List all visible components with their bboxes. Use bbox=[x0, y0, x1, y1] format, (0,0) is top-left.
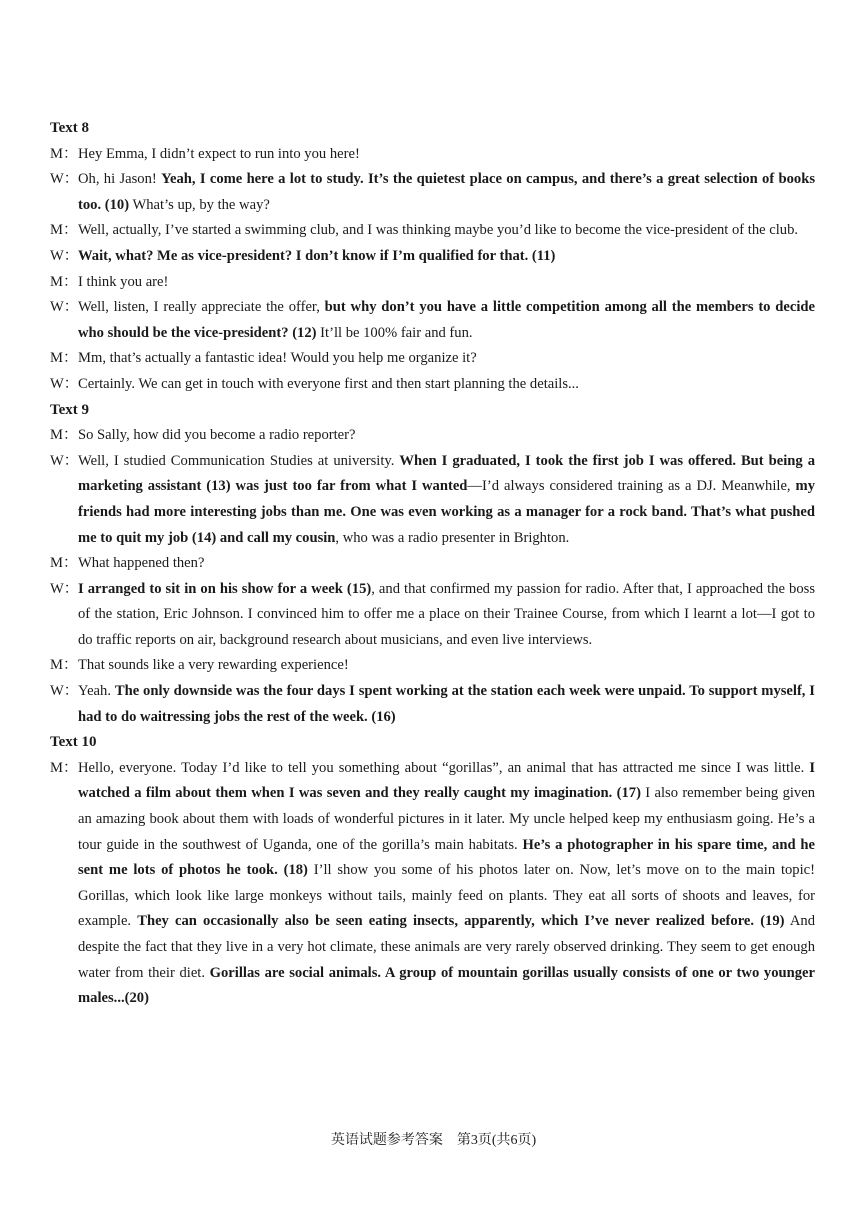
dialogue-text bbox=[78, 653, 815, 679]
plain-text: Hello, everyone. Today I’d like to tell you something about “gorillas”, an animal that has attracted me since I was little. bbox=[78, 759, 810, 776]
speaker-label: M： bbox=[50, 273, 78, 290]
answer-evidence-text: When I graduated, I took the first job I was offered. But being a marketing assistant (13) was just too far from what I wanted bbox=[78, 452, 815, 495]
speaker-label: M： bbox=[50, 657, 78, 674]
dialogue-text bbox=[78, 346, 815, 372]
dialogue-text bbox=[78, 295, 815, 346]
dialogue-text bbox=[78, 423, 815, 449]
plain-text: , and that confirmed my passion for radio. After that, I approached the boss of the station, Eric Johnson. I convinced him to offer me a place on their Trainee Course, from which I learnt a lot—I got to do traffic reports on air, background research about musicians, and even live interviews. bbox=[78, 580, 815, 648]
dialogue-text bbox=[78, 244, 815, 270]
dialogue-text bbox=[78, 577, 815, 654]
answer-evidence-text: I arranged to sit in on his show for a week (15) bbox=[78, 580, 372, 597]
answer-evidence-text: Yeah, I come here a lot to study. It’s the quietest place on campus, and there’s a great selection of books too. (10) bbox=[78, 171, 815, 213]
answer-evidence-text: They can occasionally also be seen eating insects, apparently, which I’ve never realized before. (19) bbox=[137, 913, 785, 930]
plain-text: So Sally, how did you become a radio reporter? bbox=[78, 427, 356, 444]
dialogue-line bbox=[50, 295, 815, 346]
dialogue-line bbox=[50, 244, 815, 270]
dialogue-text bbox=[78, 167, 815, 218]
transcript-sections bbox=[50, 116, 815, 1012]
speaker-label: W： bbox=[50, 299, 79, 316]
answer-evidence-text: but why don’t you have a little competition among all the members to decide who should be the vice-president? (12) bbox=[78, 299, 815, 341]
dialogue-text bbox=[78, 270, 815, 296]
plain-text: What happened then? bbox=[78, 555, 205, 572]
plain-text: —I’d always considered training as a DJ. Meanwhile, bbox=[467, 478, 796, 495]
plain-text: Yeah. bbox=[78, 683, 115, 700]
speaker-label: M： bbox=[50, 427, 78, 444]
speaker-label: M： bbox=[50, 555, 78, 572]
dialogue-line bbox=[50, 577, 815, 654]
dialogue-line bbox=[50, 218, 815, 244]
dialogue-text bbox=[78, 142, 815, 168]
speaker-label: M： bbox=[50, 145, 78, 162]
plain-text: Hey Emma, I didn’t expect to run into you here! bbox=[78, 145, 360, 162]
page-footer: 英语试题参考答案 第3页(共6页) bbox=[330, 1133, 537, 1148]
speaker-label: M： bbox=[50, 759, 78, 776]
dialogue-line bbox=[50, 372, 815, 398]
plain-text: Oh, hi Jason! bbox=[78, 171, 162, 188]
dialogue-line bbox=[50, 449, 815, 551]
plain-text: Certainly. We can get in touch with everyone first and then start planning the details... bbox=[78, 375, 579, 392]
plain-text: I’ll show you some of his photos later on. Now, let’s move on to the main topic! Gorillas, which look like large monkeys without tails, mainly feed on plants. They eat all sorts of shoots and leaves, for example. bbox=[78, 862, 815, 930]
plain-text: That sounds like a very rewarding experience! bbox=[78, 657, 349, 674]
plain-text: Well, I studied Communication Studies at university. bbox=[78, 452, 400, 469]
speaker-label: M： bbox=[50, 350, 78, 367]
dialogue-line bbox=[50, 551, 815, 577]
dialogue-line bbox=[50, 167, 815, 218]
answer-evidence-text: my friends had more interesting jobs than me. One was even working as a manager for a rock band. That’s what pushed me to quit my job (14) and call my cousin bbox=[78, 478, 815, 546]
answer-evidence-text: The only downside was the four days I spent working at the station each week were unpaid. To support myself, I had to do waitressing jobs the rest of the week. (16) bbox=[78, 683, 815, 725]
section-heading: Text 9 bbox=[50, 401, 90, 418]
dialogue-line bbox=[50, 142, 815, 168]
dialogue-line bbox=[50, 653, 815, 679]
plain-text: What’s up, by the way? bbox=[129, 196, 270, 213]
dialogue-text bbox=[78, 218, 815, 244]
plain-text: It’ll be 100% fair and fun. bbox=[316, 324, 473, 341]
dialogue-text bbox=[78, 449, 815, 551]
speaker-label: W： bbox=[50, 171, 79, 188]
plain-text: I also remember being given an amazing book about them with loads of wonderful pictures in it later. My uncle helped keep my enthusiasm going. He’s a tour guide in the southwest of Uganda, one of the gorilla’s main habitats. bbox=[78, 785, 815, 853]
section-heading: Text 10 bbox=[50, 734, 97, 751]
dialogue-text bbox=[78, 372, 815, 398]
dialogue-line bbox=[50, 679, 815, 730]
answer-evidence-text: He’s a photographer in his spare time, and he sent me lots of photos he took. (18) bbox=[78, 836, 815, 879]
dialogue-line bbox=[50, 270, 815, 296]
dialogue-text bbox=[78, 679, 815, 730]
answer-key-page bbox=[50, 116, 815, 1012]
dialogue-text bbox=[78, 756, 815, 1012]
plain-text: I think you are! bbox=[78, 273, 169, 290]
answer-evidence-text: Wait, what? Me as vice-president? I don’t know if I’m qualified for that. (11) bbox=[78, 247, 556, 264]
answer-evidence-text: I watched a film about them when I was seven and they really caught my imagination. (17) bbox=[78, 759, 815, 802]
speaker-label: W： bbox=[50, 375, 79, 392]
speaker-label: W： bbox=[50, 452, 79, 469]
plain-text: Well, actually, I’ve started a swimming club, and I was thinking maybe you’d like to become the vice-president of the club. bbox=[78, 222, 799, 239]
speaker-label: W： bbox=[50, 683, 79, 700]
plain-text: Well, listen, I really appreciate the offer, bbox=[78, 299, 325, 316]
speaker-label: W： bbox=[50, 247, 79, 264]
plain-text: , who was a radio presenter in Brighton. bbox=[335, 529, 570, 546]
answer-evidence-text: Gorillas are social animals. A group of mountain gorillas usually consists of one or two younger males...(20) bbox=[78, 964, 815, 1007]
speaker-label: M： bbox=[50, 222, 78, 239]
section-heading: Text 8 bbox=[50, 120, 90, 136]
dialogue-line bbox=[50, 346, 815, 372]
plain-text: Mm, that’s actually a fantastic idea! Would you help me organize it? bbox=[78, 350, 477, 367]
dialogue-line bbox=[50, 423, 815, 449]
plain-text: And despite the fact that they live in a very hot climate, these animals are very rarely observed drinking. They seem to get enough water from their diet. bbox=[78, 913, 815, 981]
dialogue-text bbox=[78, 551, 815, 577]
speaker-label: W： bbox=[50, 580, 79, 597]
dialogue-line bbox=[50, 756, 815, 1012]
